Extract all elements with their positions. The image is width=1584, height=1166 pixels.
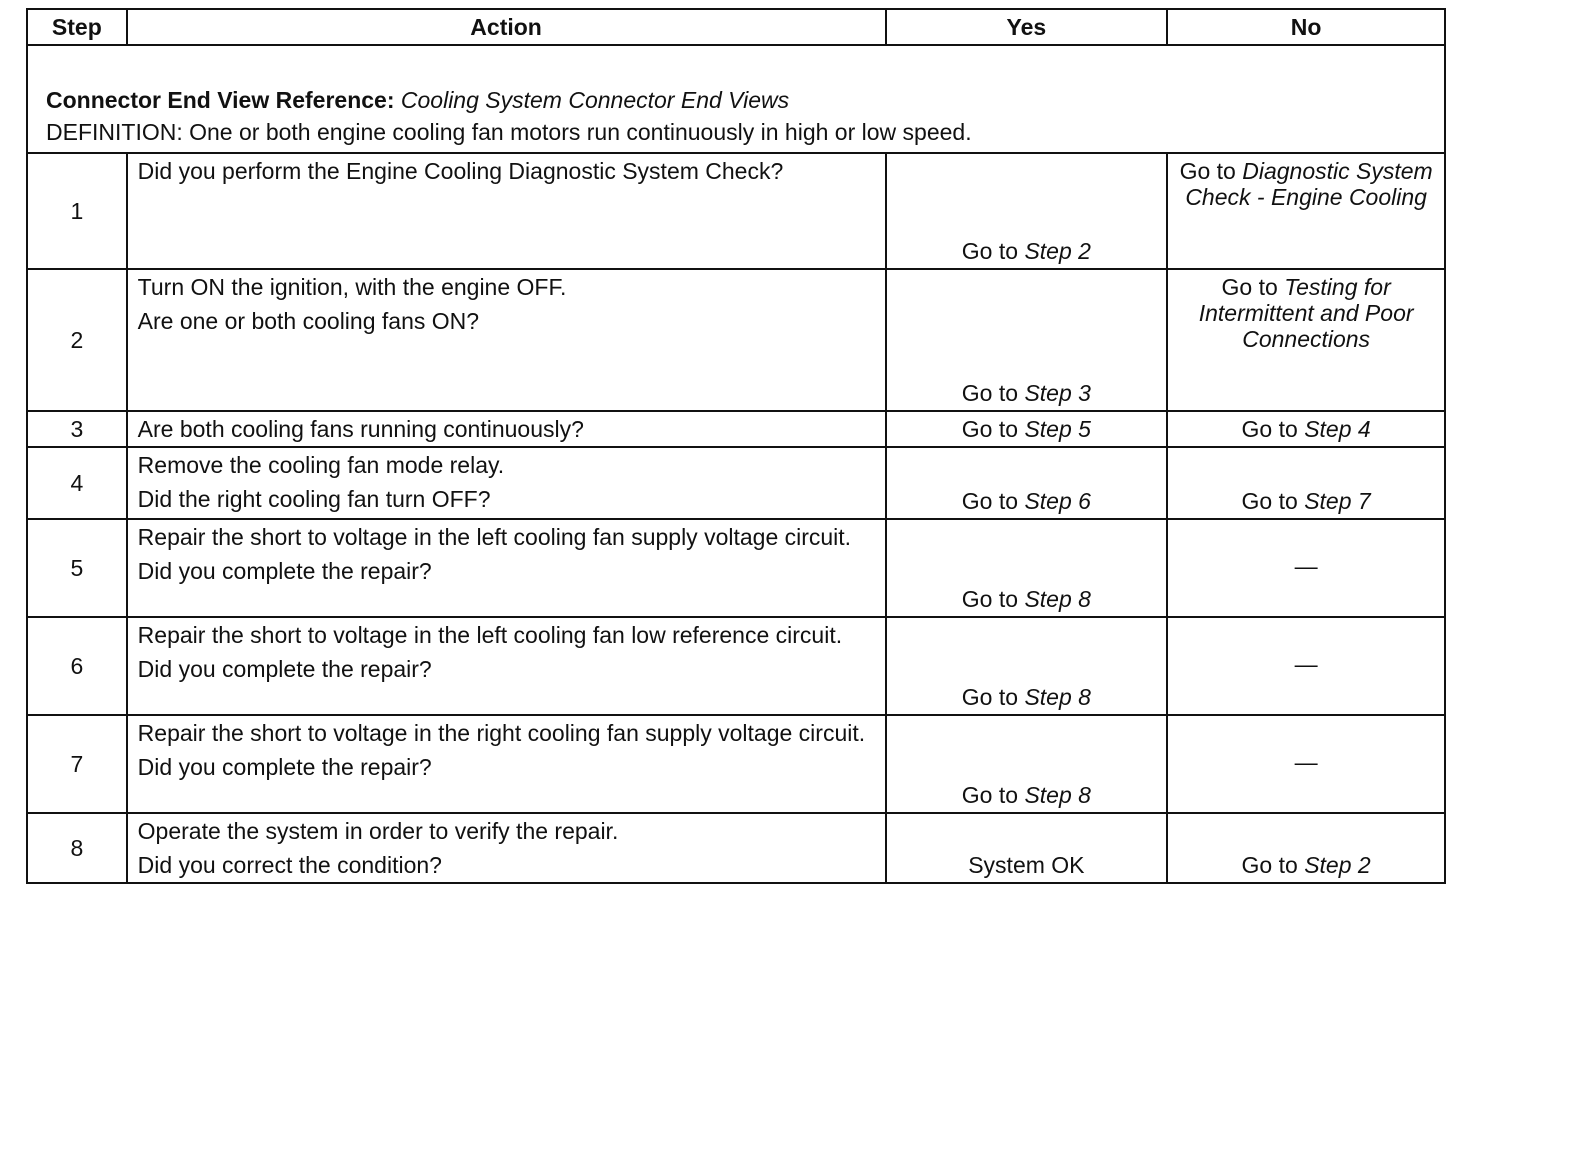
step-number: 3 — [27, 411, 127, 447]
yes-result — [886, 617, 1168, 715]
yes-target-link[interactable]: Step 5 — [1024, 416, 1091, 442]
reference-link[interactable]: Cooling System Connector End Views — [400, 87, 790, 113]
yes-result — [886, 153, 1168, 269]
yes-target-link[interactable]: Step 8 — [1024, 586, 1091, 612]
step-number: 5 — [27, 519, 127, 617]
action-line: Operate the system in order to verify the repair. — [137, 818, 619, 844]
table-row — [27, 519, 1445, 617]
step-action — [127, 715, 886, 813]
yes-prefix: Go to — [961, 488, 1019, 514]
no-prefix: Go to — [1179, 158, 1236, 184]
no-result — [1167, 813, 1445, 883]
step-action — [127, 447, 886, 519]
no-dash: — — [1294, 553, 1318, 579]
action-line: Did you complete the repair? — [137, 558, 432, 584]
no-target-link[interactable]: Diagnostic System Check - Engine Cooling — [1185, 158, 1433, 210]
no-target-link[interactable]: Step 4 — [1304, 416, 1371, 442]
table-row — [27, 447, 1445, 519]
no-result — [1167, 617, 1445, 715]
step-action — [127, 617, 886, 715]
table-row — [27, 411, 1445, 447]
yes-target-link[interactable]: Step 6 — [1024, 488, 1091, 514]
no-result — [1167, 411, 1445, 447]
action-line: Did you complete the repair? — [137, 656, 432, 682]
step-number: 1 — [27, 153, 127, 269]
table-row — [27, 153, 1445, 269]
yes-prefix: Go to — [961, 380, 1019, 406]
step-action — [127, 411, 886, 447]
step-number: 7 — [27, 715, 127, 813]
no-result — [1167, 519, 1445, 617]
no-target-link[interactable]: Step 2 — [1304, 852, 1371, 878]
no-target-link[interactable]: Step 7 — [1304, 488, 1371, 514]
yes-result — [886, 715, 1168, 813]
no-result — [1167, 153, 1445, 269]
definition-text: DEFINITION: One or both engine cooling fan motors run continuously in high or low speed. — [46, 119, 972, 145]
step-number: 6 — [27, 617, 127, 715]
action-line: Remove the cooling fan mode relay. — [137, 452, 505, 478]
diagnostic-table — [26, 8, 1446, 884]
connector-reference — [46, 84, 1426, 116]
action-line: Repair the short to voltage in the left cooling fan low reference circuit. — [137, 622, 843, 648]
no-prefix: Go to — [1241, 488, 1298, 514]
action-line: Did you correct the condition? — [137, 852, 442, 878]
intro-cell — [27, 45, 1445, 153]
action-line: Repair the short to voltage in the right cooling fan supply voltage circuit. — [137, 720, 866, 746]
no-result — [1167, 447, 1445, 519]
action-line: Did you complete the repair? — [137, 754, 432, 780]
diagnostic-page — [26, 8, 1446, 884]
step-action — [127, 153, 886, 269]
intro-row — [27, 45, 1445, 153]
action-line: Did you perform the Engine Cooling Diagnostic System Check? — [137, 158, 784, 184]
yes-text: System OK — [968, 852, 1085, 878]
yes-prefix: Go to — [961, 684, 1019, 710]
no-result — [1167, 269, 1445, 411]
action-line: Repair the short to voltage in the left cooling fan supply voltage circuit. — [137, 524, 852, 550]
no-target-link[interactable]: Testing for Intermittent and Poor Connections — [1198, 274, 1414, 352]
no-prefix: Go to — [1241, 852, 1298, 878]
action-line: Did the right cooling fan turn OFF? — [137, 486, 491, 512]
table-row — [27, 269, 1445, 411]
no-prefix: Go to — [1241, 416, 1298, 442]
yes-target-link[interactable]: Step 3 — [1024, 380, 1091, 406]
yes-result — [886, 813, 1168, 883]
action-line: Turn ON the ignition, with the engine OFF. — [137, 274, 567, 300]
no-prefix: Go to — [1221, 274, 1278, 300]
yes-target-link[interactable]: Step 8 — [1024, 684, 1091, 710]
yes-prefix: Go to — [961, 238, 1019, 264]
step-number: 4 — [27, 447, 127, 519]
no-result — [1167, 715, 1445, 813]
step-number: 2 — [27, 269, 127, 411]
no-dash: — — [1294, 651, 1318, 677]
yes-prefix: Go to — [961, 782, 1019, 808]
yes-result — [886, 447, 1168, 519]
yes-prefix: Go to — [961, 416, 1019, 442]
table-header-row — [27, 9, 1445, 45]
step-action — [127, 813, 886, 883]
action-line: Are one or both cooling fans ON? — [137, 308, 480, 334]
yes-result — [886, 269, 1168, 411]
yes-target-link[interactable]: Step 8 — [1024, 782, 1091, 808]
no-dash: — — [1294, 749, 1318, 775]
header-action: Action — [127, 9, 886, 45]
step-action — [127, 519, 886, 617]
step-number: 8 — [27, 813, 127, 883]
table-row — [27, 813, 1445, 883]
yes-target-link[interactable]: Step 2 — [1024, 238, 1091, 264]
action-line: Are both cooling fans running continuously? — [137, 416, 584, 442]
step-action — [127, 269, 886, 411]
header-step: Step — [27, 9, 127, 45]
yes-result — [886, 519, 1168, 617]
yes-result — [886, 411, 1168, 447]
yes-prefix: Go to — [961, 586, 1019, 612]
header-no: No — [1167, 9, 1445, 45]
reference-label: Connector End View Reference: — [46, 87, 395, 113]
table-row — [27, 617, 1445, 715]
header-yes: Yes — [886, 9, 1168, 45]
table-row — [27, 715, 1445, 813]
